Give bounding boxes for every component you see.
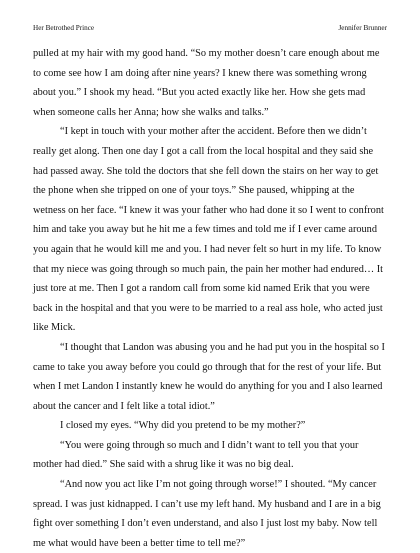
book-title: Her Betrothed Prince xyxy=(33,24,95,32)
paragraph: “You were going through so much and I didn’t want to tell you that your mother had died.” She said with a shrug like it was no big deal. xyxy=(33,439,359,471)
body-text xyxy=(33,44,387,553)
paragraph: “I kept in touch with your mother after the accident. Before then we didn’t really get along. Then one day I got a call from the local hospital and they said she had passed away. She told the doctors that she fell down the stairs on her way to get the phone when she tripped on one of your toys.” She paused, whipping at the wetness on her face. “I knew it was your father who had done it so I went to confront him and take you away but he hit me a few times and told me if I ever came around you again that he would kill me and you. I had never felt so hurt in my life. To know that my niece was going through so much pain, the pain her mother had endured… It just tore at me. Then I got a random call from some kid named Erik that you were back in the hospital and that you were to be married to a real ass hole, who acted just like Mick. xyxy=(33,126,384,334)
paragraph: pulled at my hair with my good hand. “So my mother doesn’t care enough about me to come see how I am doing after nine years? I knew there was something wrong about you.” I shook my head. “But you acted exactly like her. How she gets mad when someone calls her Anna; how she walks and talks.” xyxy=(33,48,380,118)
paragraph: “I thought that Landon was abusing you and he had put you in the hospital so I came to take you away before you could go through that for the rest of your life. But when I met Landon I instantly knew he would do anything for you and I also learned about the cancer and I felt like a total idiot.” xyxy=(33,341,385,412)
paragraph: “And now you act like I’m not going through worse!” I shouted. “My cancer spread. I was just kidnapped. I can’t use my left hand. My husband and I are in a big fight over something I don’t even understand, and also I just lost my baby. Now tell me what would have been a better time to tell me?” xyxy=(33,479,381,549)
running-header xyxy=(33,22,387,34)
paragraph: I closed my eyes. “Why did you pretend to be my mother?” xyxy=(60,420,306,432)
author-name: Jennifer Brunner xyxy=(338,24,387,32)
